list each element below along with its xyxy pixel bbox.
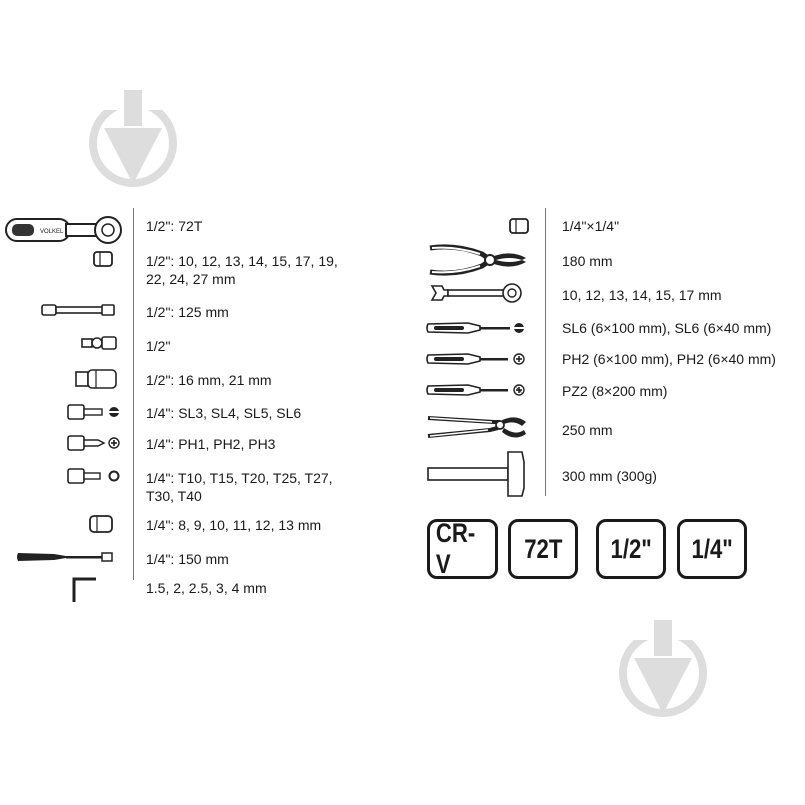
spec-pliers: 180 mm	[562, 253, 613, 269]
extension-bar-icon	[40, 302, 118, 318]
ratchet-icon	[4, 212, 124, 248]
spec-slotted-bits: 1/4": SL3, SL4, SL5, SL6	[146, 405, 302, 421]
spec-extension: 1/2": 125 mm	[146, 304, 229, 320]
spec-ratchet: 1/2": 72T	[146, 218, 203, 234]
badge-half-inch	[596, 519, 666, 579]
badge-crv-label: CR-V	[435, 518, 476, 579]
spec-hex-keys: 1.5, 2, 2.5, 3, 4 mm	[146, 580, 267, 596]
spec-small-sockets: 1/4": 8, 9, 10, 11, 12, 13 mm	[146, 517, 322, 533]
watermark-logo-icon	[88, 88, 178, 198]
spec-pozidriv-screwdriver: PZ2 (8×200 mm)	[562, 383, 668, 399]
combination-wrench-icon	[428, 282, 524, 304]
left-column-divider	[133, 208, 134, 580]
spec-adapter: 1/4"×1/4"	[562, 218, 620, 234]
spec-torx-line2: T30, T40	[146, 488, 202, 504]
badge-72t	[508, 519, 578, 579]
spec-spark-plug: 1/2": 16 mm, 21 mm	[146, 372, 272, 388]
spec-hammer: 300 mm (300g)	[562, 468, 657, 484]
socket-icon	[92, 250, 114, 268]
phillips-bit-socket-icon	[66, 434, 122, 452]
spec-sockets-line2: 22, 24, 27 mm	[146, 271, 236, 287]
pliers-icon	[426, 240, 530, 280]
spec-torx-line1: 1/4": T10, T15, T20, T25, T27,	[146, 470, 333, 486]
spec-phillips-bits: 1/4": PH1, PH2, PH3	[146, 436, 276, 452]
hammer-icon	[426, 448, 530, 500]
badge-crv	[427, 519, 498, 579]
badge-72t-label: 72T	[523, 533, 563, 564]
badge-quarter-inch	[677, 519, 747, 579]
slotted-bit-socket-icon	[66, 403, 122, 421]
torx-bit-socket-icon	[66, 467, 122, 485]
spark-plug-socket-icon	[74, 368, 120, 390]
watermark-logo-icon	[618, 618, 708, 728]
badge-quarter-inch-label: 1/4"	[691, 533, 733, 564]
spec-slotted-screwdrivers: SL6 (6×100 mm), SL6 (6×40 mm)	[562, 320, 772, 336]
spec-wrenches: 10, 12, 13, 14, 15, 17 mm	[562, 287, 722, 303]
slotted-screwdriver-icon	[424, 318, 528, 338]
badge-half-inch-label: 1/2"	[610, 533, 652, 564]
spec-spinner: 1/4": 150 mm	[146, 551, 229, 567]
right-column-divider	[545, 208, 546, 496]
hex-key-icon	[72, 576, 98, 604]
universal-joint-icon	[80, 334, 118, 352]
adapter-icon	[508, 217, 530, 235]
small-socket-icon	[88, 514, 114, 534]
water-pump-pliers-icon	[424, 410, 530, 444]
pozidriv-screwdriver-icon	[424, 380, 528, 400]
spec-sockets-line1: 1/2": 10, 12, 13, 14, 15, 17, 19,	[146, 253, 338, 269]
phillips-screwdriver-icon	[424, 349, 528, 369]
spinner-handle-icon	[14, 547, 118, 567]
svg-text:VOLKEL: VOLKEL	[40, 229, 64, 235]
spec-universal-joint: 1/2"	[146, 338, 171, 354]
spec-water-pump-pliers: 250 mm	[562, 422, 613, 438]
spec-phillips-screwdrivers: PH2 (6×100 mm), PH2 (6×40 mm)	[562, 351, 776, 367]
